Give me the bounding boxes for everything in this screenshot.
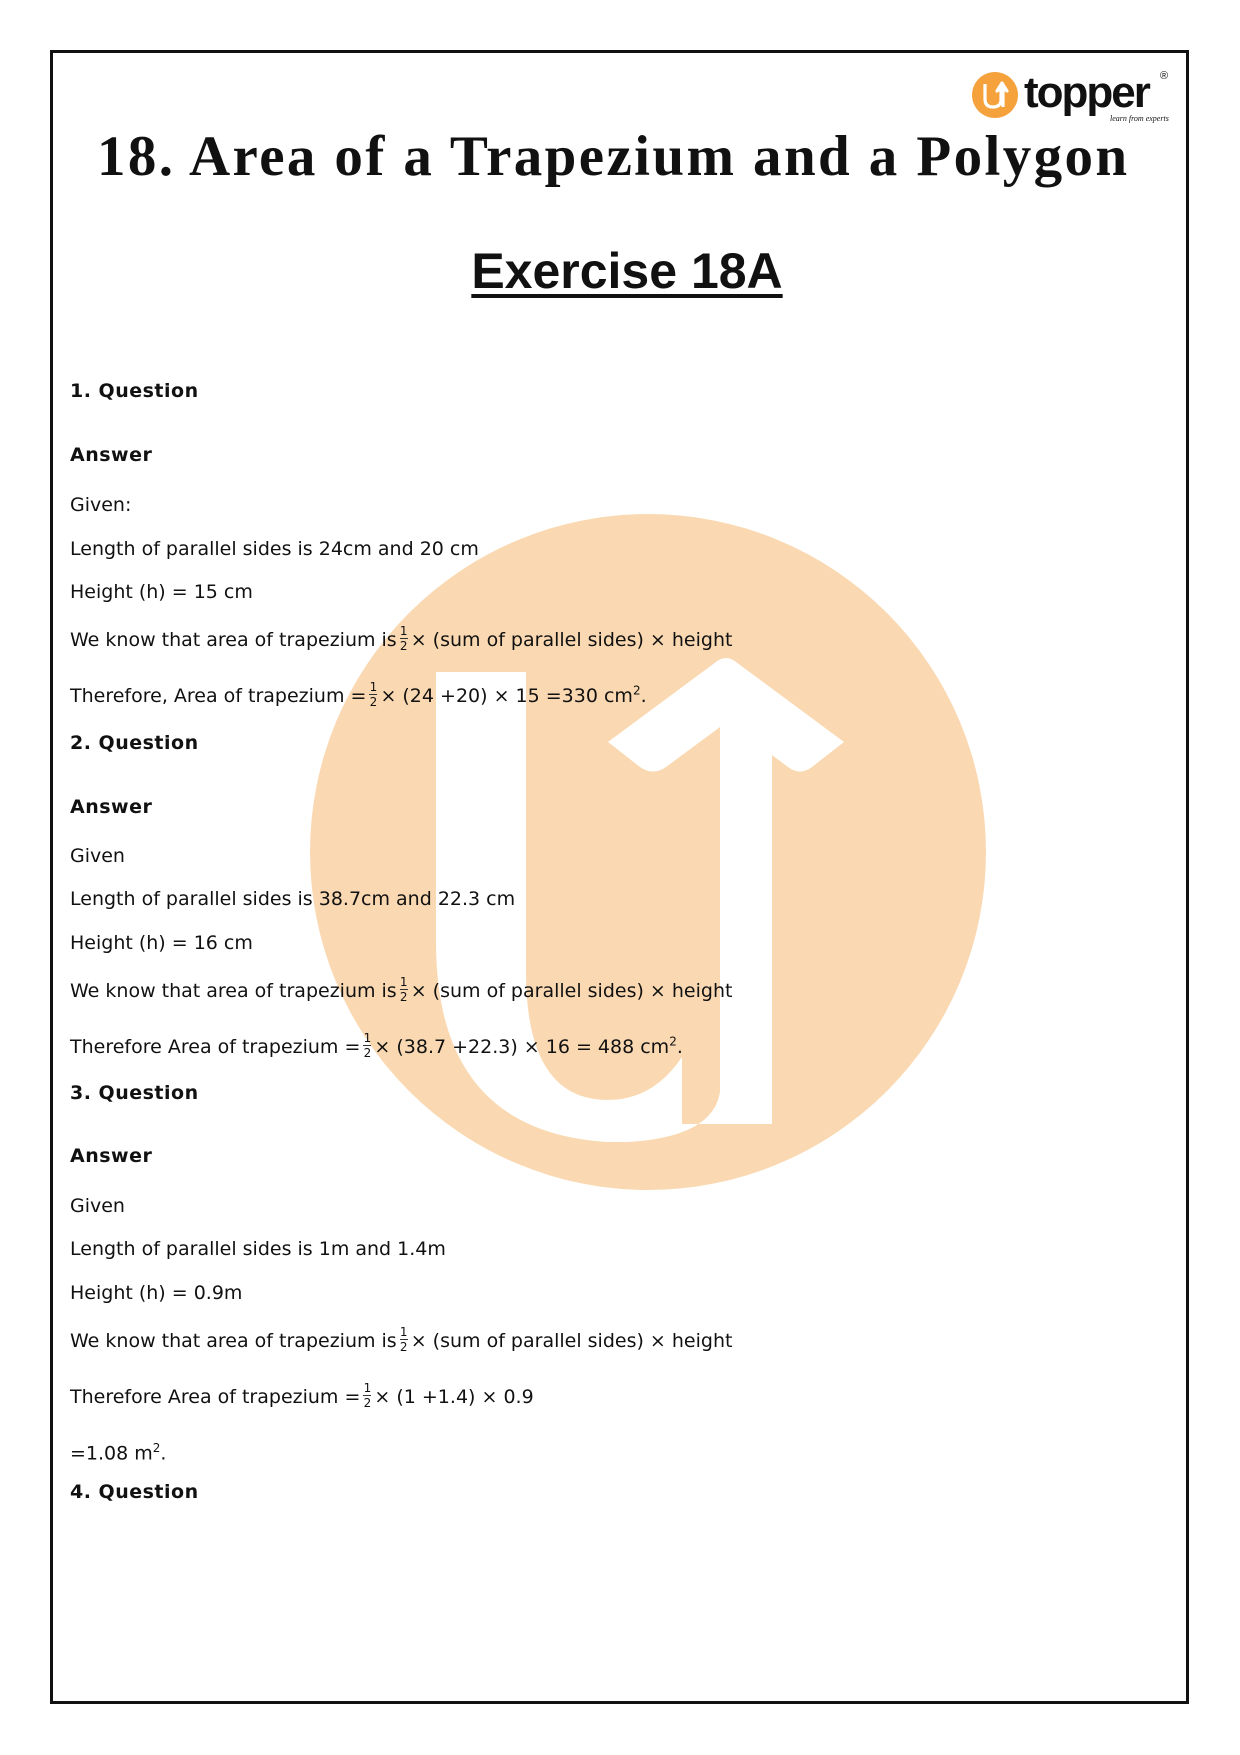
final-result — [70, 1441, 166, 1464]
exercise-heading: Exercise 18A — [471, 243, 783, 299]
result-value: × (24 +20) × 15 =330 cm — [380, 685, 633, 707]
result-text: Therefore, Area of trapezium = — [70, 685, 367, 707]
answer-label: Answer — [70, 1145, 153, 1167]
given-sides: Length of parallel sides is 1m and 1.4m — [70, 1238, 446, 1260]
topper-logo — [970, 68, 1180, 128]
result-line — [70, 1381, 534, 1411]
unit-exponent: 2 — [152, 1441, 161, 1455]
period: . — [160, 1442, 167, 1465]
fraction-half: $\frac{1}{2}$ — [399, 1325, 408, 1354]
given-label: Given: — [70, 494, 132, 516]
fraction-half: $\frac{1}{2}$ — [399, 975, 408, 1004]
question-label: 3. Question — [70, 1082, 199, 1104]
fraction-half: $\frac{1}{2}$ — [369, 680, 378, 709]
formula-text-rest: × (sum of parallel sides) × height — [410, 980, 733, 1002]
question-label: 2. Question — [70, 732, 199, 754]
result-line — [70, 680, 647, 710]
formula-text-rest: × (sum of parallel sides) × height — [410, 1330, 733, 1352]
result-value: × (1 +1.4) × 0.9 — [374, 1386, 534, 1408]
answer-label: Answer — [70, 796, 153, 818]
result-line — [70, 1031, 683, 1061]
given-label: Given — [70, 1195, 125, 1217]
formula-text: We know that area of trapezium is — [70, 1330, 397, 1352]
unit-exponent: 2 — [669, 1034, 677, 1049]
topper-watermark-icon — [308, 512, 988, 1192]
unit-exponent: 2 — [632, 683, 641, 698]
question-label: 1. Question — [70, 380, 199, 402]
given-height: Height (h) = 0.9m — [70, 1282, 243, 1304]
registered-mark: ® — [1160, 70, 1169, 82]
given-sides: Length of parallel sides is 38.7cm and 22.3 cm — [70, 888, 516, 910]
formula-text-rest: × (sum of parallel sides) × height — [410, 629, 733, 651]
fraction-half: $\frac{1}{2}$ — [363, 1381, 372, 1410]
final-value: =1.08 m — [70, 1442, 153, 1465]
question-label: 4. Question — [70, 1481, 199, 1503]
given-sides: Length of parallel sides is 24cm and 20 cm — [70, 538, 479, 560]
topper-badge-icon — [972, 72, 1018, 118]
given-label: Given — [70, 845, 125, 867]
formula-text: We know that area of trapezium is — [70, 980, 397, 1002]
formula-text: We know that area of trapezium is — [70, 629, 397, 651]
formula-line — [70, 1325, 733, 1355]
answer-label: Answer — [70, 444, 153, 466]
logo-wordmark: topper — [1024, 68, 1149, 117]
formula-line — [70, 624, 733, 654]
result-text: Therefore Area of trapezium = — [70, 1036, 361, 1058]
result-text: Therefore Area of trapezium = — [70, 1386, 361, 1408]
logo-tagline: learn from experts — [1110, 114, 1169, 123]
fraction-half: $\frac{1}{2}$ — [399, 624, 408, 653]
given-height: Height (h) = 15 cm — [70, 581, 253, 603]
chapter-title: 18. Area of a Trapezium and a Polygon — [97, 125, 1130, 188]
period: . — [640, 685, 647, 707]
given-height: Height (h) = 16 cm — [70, 932, 253, 954]
result-value: × (38.7 +22.3) × 16 = 488 cm — [374, 1036, 670, 1058]
period: . — [676, 1036, 683, 1058]
formula-line — [70, 975, 733, 1005]
fraction-half: $\frac{1}{2}$ — [363, 1031, 372, 1060]
